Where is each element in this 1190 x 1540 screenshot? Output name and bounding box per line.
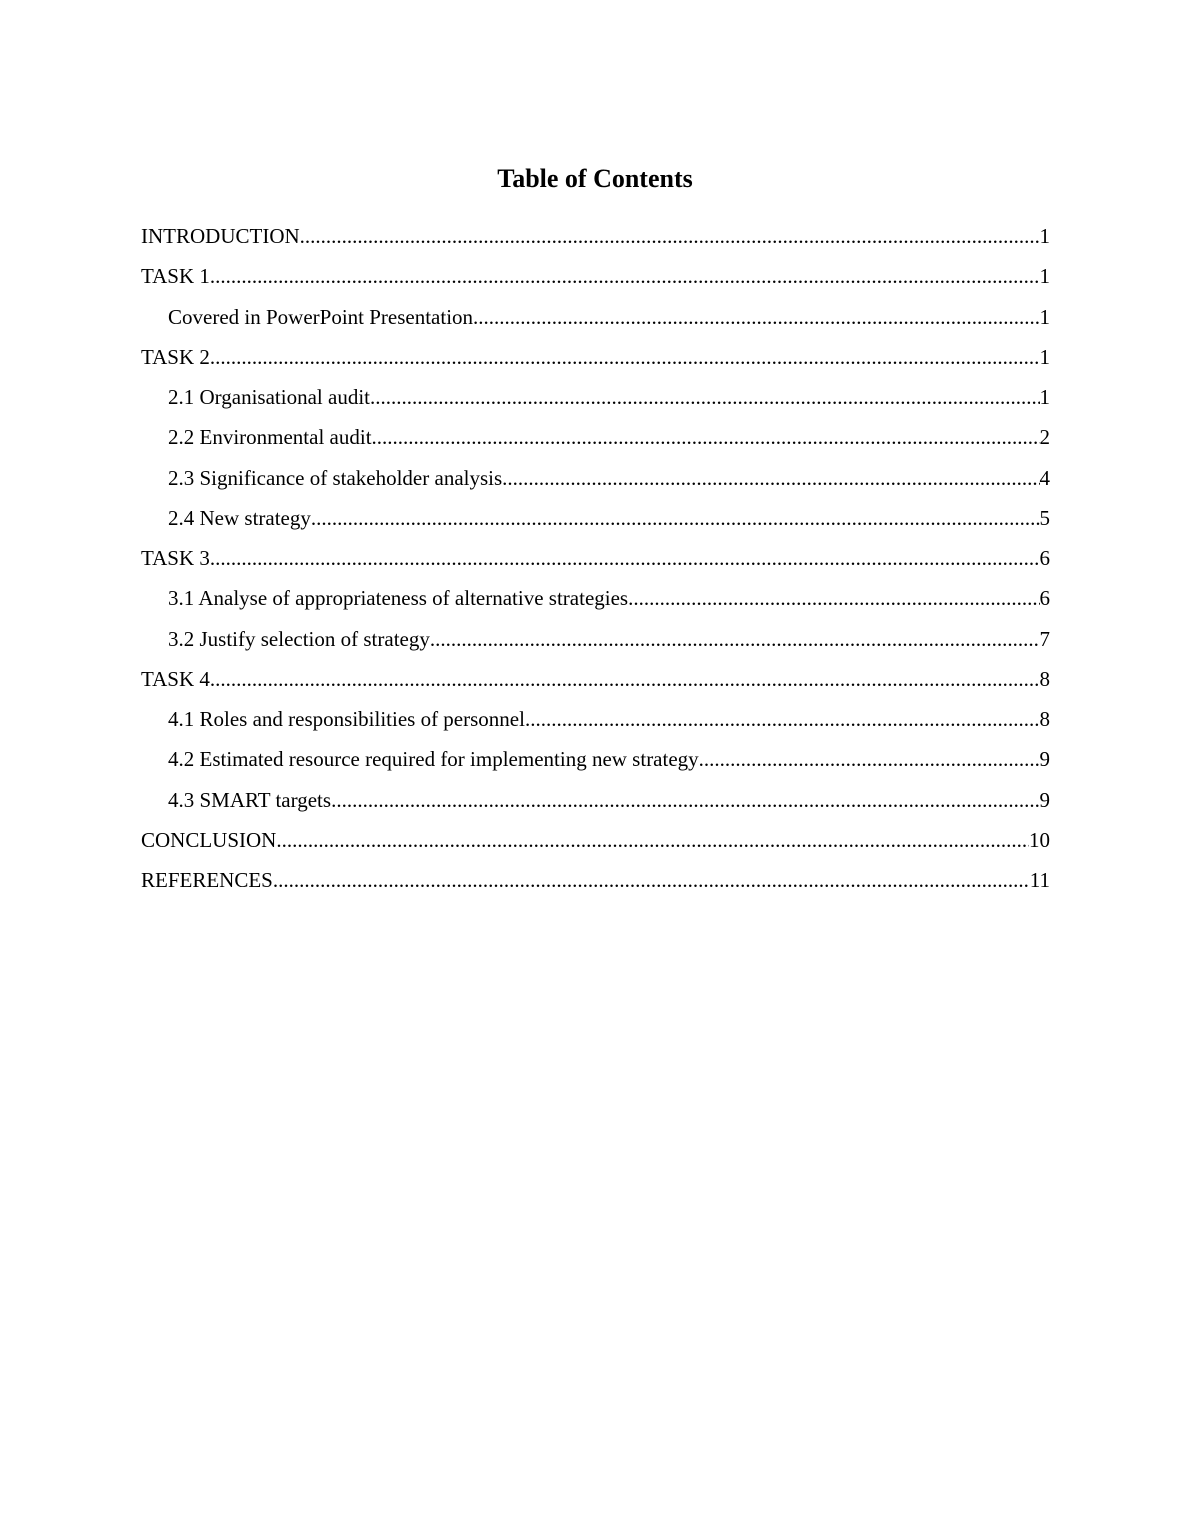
toc-entry-label: TASK 1	[141, 264, 210, 289]
toc-entry[interactable]	[141, 381, 1050, 421]
toc-entry[interactable]	[141, 663, 1050, 703]
toc-entry[interactable]	[141, 824, 1050, 864]
toc-dot-leader	[502, 462, 1039, 494]
toc-entry-page: 2	[1039, 425, 1050, 450]
toc-entry-label: 2.1 Organisational audit	[168, 385, 370, 409]
toc-entry-page: 9	[1039, 747, 1050, 772]
toc-dot-leader	[300, 220, 1040, 252]
toc-entry-page: 6	[1039, 586, 1050, 611]
toc-entry-label: REFERENCES	[141, 868, 273, 892]
toc-entry-page: 9	[1039, 787, 1050, 812]
toc-dot-leader	[372, 421, 1040, 453]
toc-entry[interactable]	[141, 623, 1050, 663]
toc-entry-page: 4	[1039, 465, 1050, 490]
toc-entry[interactable]	[141, 703, 1050, 743]
toc-entry[interactable]	[141, 582, 1050, 622]
toc-entry-label: 4.1 Roles and responsibilities of personnel	[168, 707, 525, 731]
toc-entry-page: 5	[1039, 505, 1050, 530]
toc-entry-label: 4.2 Estimated resource required for implementing new strategy	[168, 747, 699, 772]
toc-entry-label: TASK 4	[141, 666, 210, 691]
toc-list	[141, 220, 1050, 904]
toc-dot-leader	[273, 864, 1030, 896]
toc-dot-leader	[699, 743, 1040, 775]
toc-entry[interactable]	[141, 542, 1050, 582]
toc-entry-label: 2.2 Environmental audit	[168, 425, 372, 450]
toc-entry-page: 1	[1039, 304, 1050, 329]
toc-entry[interactable]	[141, 260, 1050, 300]
toc-entry-label: CONCLUSION	[141, 827, 277, 852]
toc-dot-leader	[473, 301, 1039, 333]
toc-dot-leader	[370, 381, 1040, 413]
toc-dot-leader	[311, 502, 1040, 534]
toc-entry[interactable]	[141, 784, 1050, 824]
toc-entry-label: TASK 3	[141, 546, 210, 570]
toc-entry[interactable]	[141, 301, 1050, 341]
toc-entry[interactable]	[141, 462, 1050, 502]
toc-entry-label: INTRODUCTION	[141, 224, 300, 248]
toc-dot-leader	[210, 663, 1040, 695]
toc-entry[interactable]	[141, 502, 1050, 542]
toc-entry-page: 8	[1039, 707, 1050, 731]
toc-title: Table of Contents	[497, 164, 693, 193]
toc-entry-label: 3.2 Justify selection of strategy	[168, 626, 430, 651]
toc-entry[interactable]	[141, 743, 1050, 783]
toc-entry-page: 10	[1029, 827, 1050, 852]
toc-dot-leader	[525, 703, 1040, 735]
toc-dot-leader	[331, 784, 1039, 816]
toc-entry-label: 4.3 SMART targets	[168, 787, 332, 812]
toc-dot-leader	[210, 542, 1040, 574]
toc-entry-label: TASK 2	[141, 344, 210, 369]
toc-entry-label: 2.4 New strategy	[168, 505, 311, 530]
toc-entry[interactable]	[141, 341, 1050, 381]
toc-entry-label: 3.1 Analyse of appropriateness of alternative strategies	[168, 586, 629, 611]
toc-entry[interactable]	[141, 421, 1050, 461]
toc-entry-page: 7	[1039, 626, 1050, 651]
toc-dot-leader	[628, 582, 1039, 614]
toc-entry[interactable]	[141, 220, 1050, 260]
toc-entry-page: 6	[1039, 546, 1050, 570]
toc-entry-page: 1	[1039, 344, 1050, 369]
toc-entry-page: 1	[1039, 385, 1050, 409]
toc-entry-page: 11	[1029, 868, 1050, 892]
toc-dot-leader	[210, 260, 1040, 292]
toc-entry-label: 2.3 Significance of stakeholder analysis	[168, 465, 503, 490]
toc-entry-page: 8	[1039, 666, 1050, 691]
toc-entry-page: 1	[1039, 264, 1050, 289]
toc-entry-page: 1	[1039, 224, 1050, 248]
toc-entry[interactable]	[141, 864, 1050, 904]
toc-dot-leader	[276, 824, 1029, 856]
toc-entry-label: Covered in PowerPoint Presentation	[168, 304, 474, 329]
toc-dot-leader	[210, 341, 1040, 373]
toc-dot-leader	[430, 623, 1040, 655]
